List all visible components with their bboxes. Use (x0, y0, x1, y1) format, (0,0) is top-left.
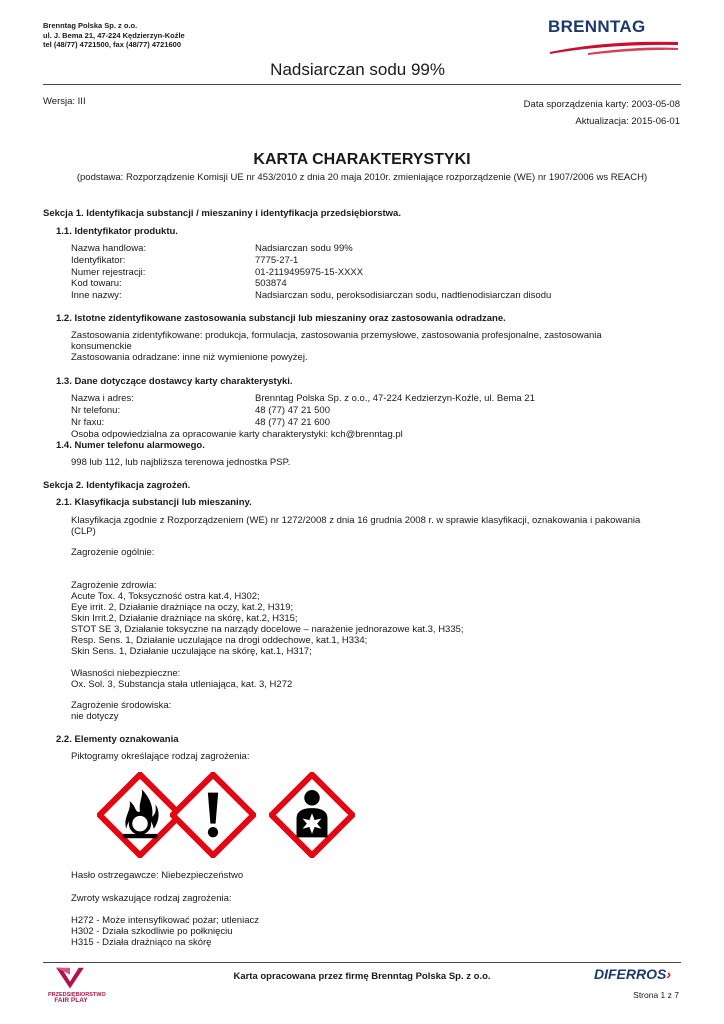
hazard-statement: H315 - Działa drażniąco na skórę (71, 937, 212, 948)
creation-date: Data sporządzenia karty: 2003-05-08 (523, 99, 680, 110)
trade-name-value: Nadsiarczan sodu 99% (255, 243, 353, 254)
s14-heading: 1.4. Numer telefonu alarmowego. (56, 440, 205, 451)
diferros-logo (594, 966, 671, 982)
health-hazard-line: Skin Sens. 1, Działanie uczulające na skórę, kat.1, H317; (71, 646, 312, 657)
environment-hazard-line: nie dotyczy (71, 711, 119, 722)
s22-heading: 2.2. Elementy oznakowania (56, 734, 179, 745)
health-hazard-line: Acute Tox. 4, Toksyczność ostra kat.4, H302; (71, 591, 260, 602)
pictograms-label: Piktogramy określające rodzaj zagrożenia: (71, 751, 250, 762)
hazard-statement: H272 - Może intensyfikować pożar; utleniacz (71, 915, 259, 926)
health-hazard-heading: Zagrożenie zdrowia: (71, 580, 157, 591)
responsible-person: Osoba odpowiedzialna za opracowanie karty charakterystyki: kch@brenntag.pl (71, 429, 403, 440)
product-code-value: 503874 (255, 278, 287, 289)
s12-identified-uses: Zastosowania zidentyfikowane: produkcja, formulacja, zastosowania przemysłowe, zastosowania profesjonalne, zastosowania (71, 330, 602, 341)
hazard-statements-heading: Zwroty wskazujące rodzaj zagrożenia: (71, 893, 232, 904)
section2-heading: Sekcja 2. Identyfikacja zagrożeń. (43, 480, 191, 491)
s11-heading: 1.1. Identyfikator produktu. (56, 226, 178, 237)
general-hazard-label: Zagrożenie ogólnie: (71, 547, 155, 558)
health-hazard-line: Eye irrit. 2, Działanie drażniące na oczy, kat.2, H319; (71, 602, 294, 613)
s13-heading: 1.3. Dane dotyczące dostawcy karty charakterystyki. (56, 376, 293, 387)
environment-hazard-heading: Zagrożenie środowiska: (71, 700, 172, 711)
supplier-address-label: Nazwa i adres: (71, 393, 134, 404)
supplier-fax-value: 48 (77) 47 21 600 (255, 417, 331, 428)
page-number: Strona 1 z 7 (633, 990, 679, 1000)
physical-hazard-heading: Własności niebezpieczne: (71, 668, 181, 679)
prepared-by: Karta opracowana przez firmę Brenntag Polska Sp. z o.o. (233, 971, 491, 982)
exclamation-mark-icon (170, 772, 256, 858)
physical-hazard-line: Ox. Sol. 3, Substancja stała utleniająca, kat. 3, H272 (71, 679, 293, 690)
product-code-label: Kod towaru: (71, 278, 122, 289)
health-hazard-icon (269, 772, 355, 858)
company-address-block (43, 21, 185, 50)
other-names-value: Nadsiarczan sodu, peroksodisiarczan sodu, nadtlenodisiarczan disodu (255, 290, 552, 301)
s12-identified-uses-cont: konsumenckie (71, 341, 132, 352)
clp-classification: Klasyfikacja zgodnie z Rozporządzeniem (WE) nr 1272/2008 z dnia 16 grudnia 2008 r. w sprawie klasyfikacji, oznakowania i pakowania (71, 515, 641, 526)
diferros-name: DIFERROS (594, 966, 667, 982)
fair-play-line2: FAIR PLAY (54, 997, 88, 1004)
brand-swoosh-icon (548, 38, 680, 56)
fair-play-label (48, 992, 106, 1004)
identifier-value: 7775-27-1 (255, 255, 299, 266)
document-title: KARTA CHARAKTERYSTYKI (253, 151, 471, 168)
company-street: ul. J. Bema 21, 47-224 Kędzierzyn-Koźle (43, 30, 185, 40)
clp-abbreviation: (CLP) (71, 526, 96, 537)
registration-label: Numer rejestracji: (71, 267, 146, 278)
header-divider (43, 84, 681, 85)
company-name: Brenntag Polska Sp. z o.o. (43, 21, 138, 30)
fair-play-line1: PRZEDSIĘBIORSTWO (48, 992, 106, 998)
registration-value: 01-2119495975-15-XXXX (255, 267, 364, 278)
brenntag-logo (548, 17, 680, 57)
health-hazard-line: STOT SE 3, Działanie toksyczne na narządy docelowe – narażenie jednorazowe kat.3, H335; (71, 624, 464, 635)
footer-divider (43, 962, 681, 963)
section1-heading: Sekcja 1. Identyfikacja substancji / mieszaniny i identyfikacja przedsiębiorstwa. (43, 208, 401, 219)
supplier-address-value: Brenntag Polska Sp. z o.o., 47-224 Kedzierzyn-Koźle, ul. Bema 21 (255, 393, 535, 404)
legal-basis: (podstawa: Rozporządzenie Komisji UE nr 453/2010 z dnia 20 maja 2010r. zmieniające rozporządzenie (WE) nr 1907/2006 ws REACH) (76, 172, 648, 183)
version-label: Wersja: III (43, 96, 86, 107)
product-title: Nadsiarczan sodu 99% (270, 60, 445, 79)
health-hazard-line: Resp. Sens. 1, Działanie uczulające na drogi oddechowe, kat.1, H334; (71, 635, 368, 646)
s21-heading: 2.1. Klasyfikacja substancji lub mieszaniny. (56, 497, 252, 508)
update-date: Aktualizacja: 2015-06-01 (575, 116, 680, 127)
trade-name-label: Nazwa handlowa: (71, 243, 146, 254)
health-hazard-line: Skin Irrit.2, Działanie drażniące na skórę, kat.2, H315; (71, 613, 298, 624)
s12-discouraged-uses: Zastosowania odradzane: inne niż wymienione powyżej. (71, 352, 308, 363)
supplier-fax-label: Nr faxu: (71, 417, 105, 428)
signal-word: Hasło ostrzegawcze: Niebezpieczeństwo (71, 870, 244, 881)
supplier-phone-value: 48 (77) 47 21 500 (255, 405, 331, 416)
emergency-phone: 998 lub 112, lub najbliższa terenowa jednostka PSP. (71, 457, 291, 468)
other-names-label: Inne nazwy: (71, 290, 122, 301)
chevron-right-icon: › (666, 966, 672, 982)
hazard-statement: H302 - Działa szkodliwie po połknięciu (71, 926, 233, 937)
s12-heading: 1.2. Istotne zidentyfikowane zastosowania substancji lub mieszaniny oraz zastosowania odradzane. (56, 313, 506, 324)
company-phone: tel (48/77) 4721500, fax (48/77) 4721600 (43, 40, 182, 49)
identifier-label: Identyfikator: (71, 255, 126, 266)
brand-name: BRENNTAG (548, 17, 646, 36)
supplier-phone-label: Nr telefonu: (71, 405, 121, 416)
